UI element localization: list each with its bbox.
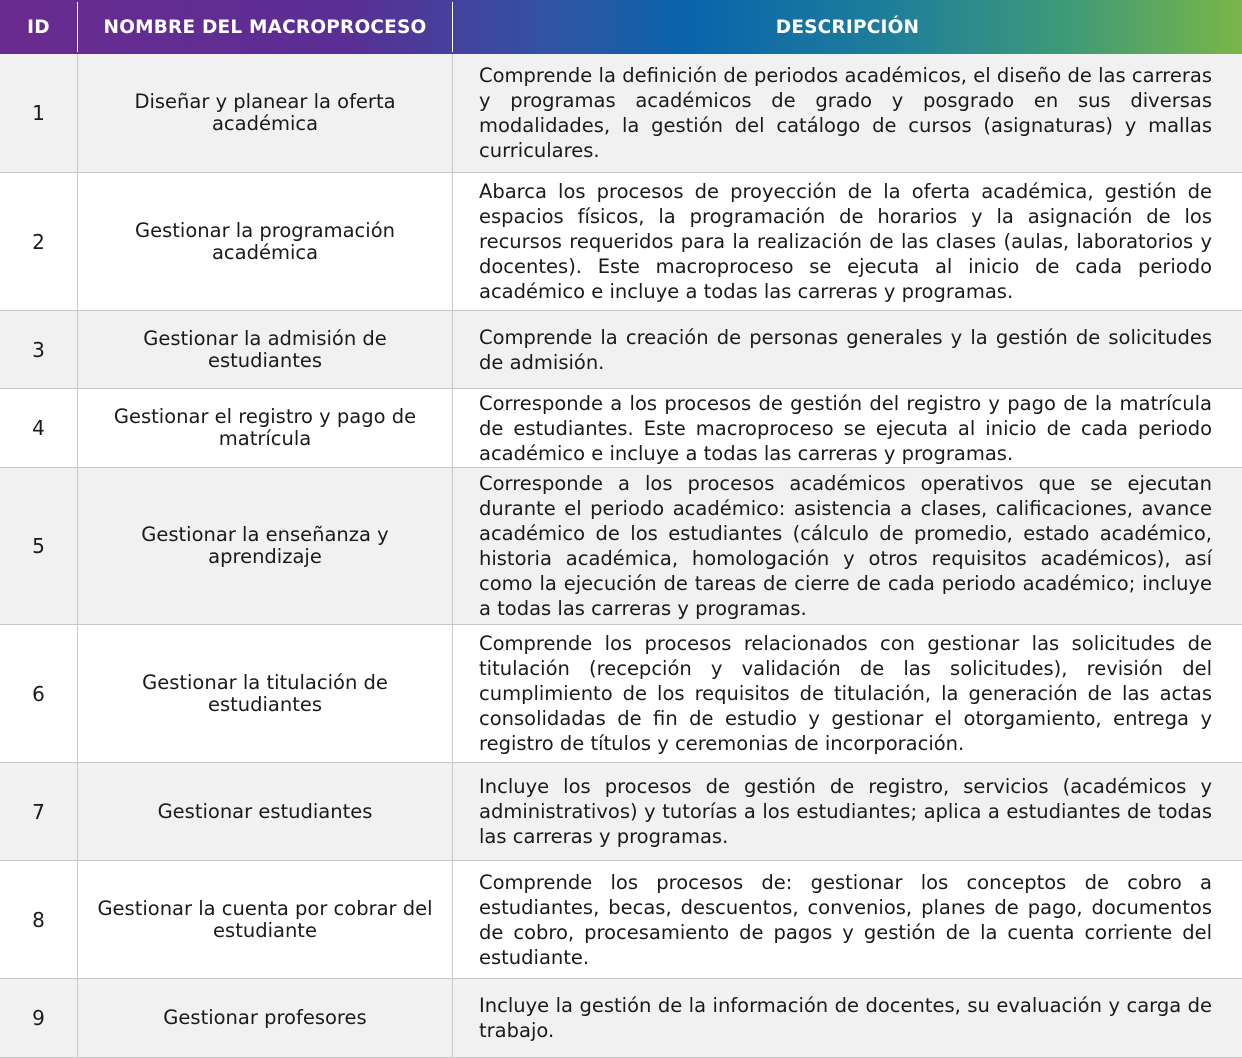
table-row — [0, 468, 1242, 625]
row-description: Comprende los procesos de: gestionar los conceptos de cobro a estudiantes, becas, descuentos, convenios, planes de pago, documentos de cobro, procesamiento de pagos y gestión de la cuenta corriente del estudiante. — [479, 870, 1212, 969]
row-name: Gestionar estudiantes — [157, 799, 373, 823]
row-name: Gestionar profesores — [163, 1006, 367, 1029]
row-name: Diseñar y planear la oferta académica — [134, 90, 396, 135]
table-row — [0, 54, 1242, 173]
header-description: DESCRIPCIÓN — [775, 16, 920, 38]
row-name-cell — [78, 763, 452, 860]
row-name: Gestionar la programación académica — [135, 218, 395, 264]
table-row — [0, 763, 1242, 861]
row-id: 4 — [32, 416, 45, 440]
row-id: 6 — [32, 681, 45, 706]
row-id: 9 — [32, 1006, 45, 1030]
row-description-cell — [479, 468, 1212, 624]
row-description: Comprende los procesos relacionados con gestionar las solicitudes de titulación (recepción y validación de las solicitudes), revisión del cumplimiento de los requisitos de titulación, la generación de las actas consolidadas de fin de estudio y gestionar el otorgamiento, entrega y registro de títulos y ceremonias de incorporación. — [479, 632, 1212, 755]
table-row — [0, 979, 1242, 1058]
row-description: Incluye la gestión de la información de docentes, su evaluación y carga de trabajo. — [479, 994, 1212, 1042]
row-name-cell — [78, 625, 452, 762]
row-name-cell — [78, 54, 452, 172]
row-name: Gestionar el registro y pago de matrícula — [113, 405, 417, 450]
table-row — [0, 311, 1242, 389]
header-id: ID — [27, 16, 50, 38]
row-id: 2 — [32, 229, 45, 254]
row-name-cell — [78, 173, 452, 310]
row-name: Gestionar la cuenta por cobrar del estudiante — [97, 896, 433, 942]
row-description: Corresponde a los procesos de gestión del registro y pago de la matrícula de estudiantes. Este macroproceso se ejecuta al inicio de cada periodo académico e incluye a todas las carreras y programas. — [479, 391, 1212, 465]
table-row — [0, 861, 1242, 979]
row-description-cell — [479, 54, 1212, 172]
row-id: 1 — [32, 101, 45, 125]
row-id: 7 — [32, 799, 45, 824]
table-row — [0, 173, 1242, 311]
column-divider — [452, 54, 453, 1058]
header-name: NOMBRE DEL MACROPROCESO — [103, 16, 427, 38]
row-description-cell — [479, 763, 1212, 860]
row-name-cell — [78, 979, 452, 1057]
row-description: Comprende la definición de periodos académicos, el diseño de las carreras y programas académicos de grado y posgrado en sus diversas modalidades, la gestión del catálogo de cursos (asignaturas) y mallas curriculares. — [479, 64, 1212, 162]
row-description: Comprende la creación de personas generales y la gestión de solicitudes de admisión. — [479, 325, 1212, 374]
row-description: Incluye los procesos de gestión de registro, servicios (académicos y administrativos) y tutorías a los estudiantes; aplica a estudiantes de todas las carreras y programas. — [479, 775, 1212, 848]
table-row — [0, 389, 1242, 468]
row-description-cell — [479, 625, 1212, 762]
row-name: Gestionar la admisión de estudiantes — [143, 326, 387, 372]
row-name-cell — [78, 861, 452, 978]
row-id: 5 — [32, 534, 45, 558]
row-name: Gestionar la enseñanza y aprendizaje — [141, 523, 389, 568]
table-header — [0, 0, 1242, 54]
row-name-cell — [78, 468, 452, 624]
row-name-cell — [78, 389, 452, 467]
row-id: 8 — [32, 907, 45, 932]
row-name: Gestionar la titulación de estudiantes — [142, 670, 388, 716]
table-row — [0, 625, 1242, 763]
row-id: 3 — [32, 337, 45, 362]
row-name-cell — [78, 311, 452, 388]
row-description-cell — [479, 861, 1212, 978]
row-description-cell — [479, 173, 1212, 310]
row-description-cell — [479, 979, 1212, 1057]
row-description-cell — [479, 311, 1212, 388]
column-divider — [77, 54, 78, 1058]
row-description-cell — [479, 389, 1212, 467]
row-description: Abarca los procesos de proyección de la oferta académica, gestión de espacios físicos, la programación de horarios y la asignación de los recursos requeridos para la realización de las clases (aulas, laboratorios y docentes). Este macroproceso se ejecuta al inicio de cada periodo académico e incluye a todas las carreras y programas. — [479, 180, 1212, 303]
row-description: Corresponde a los procesos académicos operativos que se ejecutan durante el periodo académico: asistencia a clases, calificaciones, avance académico de los estudiantes (cálculo de promedio, estado académico, historia académica, homologación y otros requisitos académicos), así como la ejecución de tareas de cierre de cada periodo académico; incluye a todas las carreras y programas. — [479, 472, 1212, 620]
